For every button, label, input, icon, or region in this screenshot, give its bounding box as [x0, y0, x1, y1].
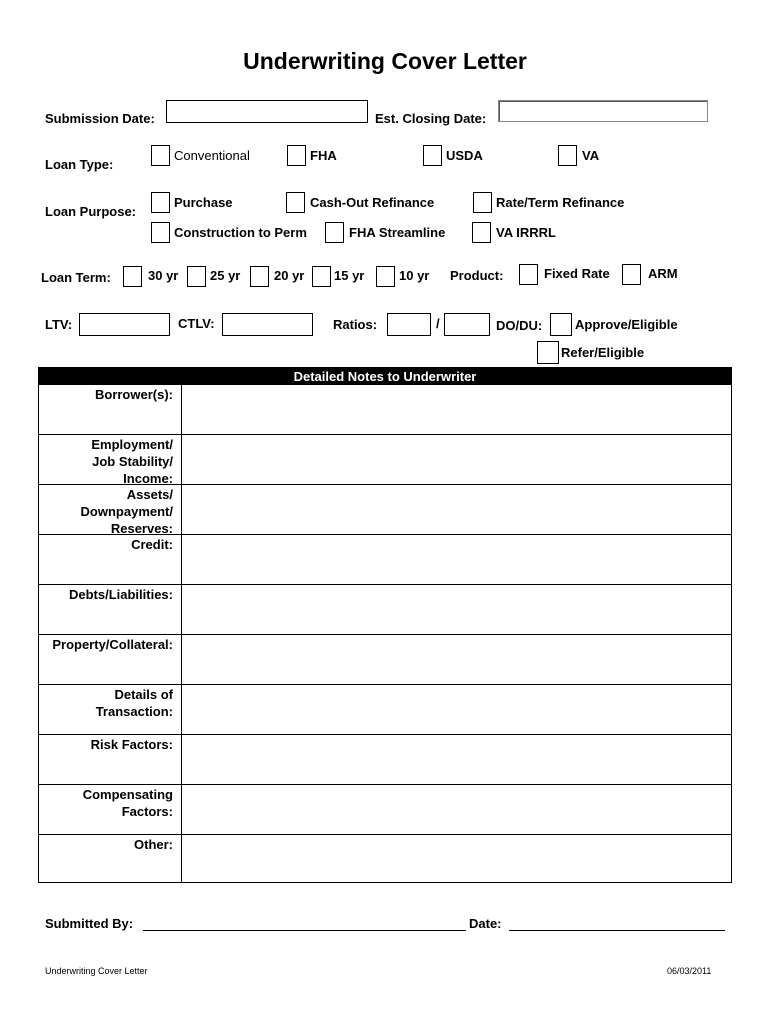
notes-row	[39, 685, 731, 735]
loan-type-fha-label: FHA	[310, 148, 337, 163]
notes-row-label: Other:	[134, 837, 173, 852]
notes-row	[39, 535, 731, 585]
signature-date-line[interactable]	[509, 930, 725, 931]
notes-row-label: Risk Factors:	[90, 737, 173, 752]
loan-term-25-label: 25 yr	[210, 268, 241, 283]
est-closing-date-label: Est. Closing Date:	[375, 111, 487, 126]
do-du-approve-checkbox[interactable]	[550, 313, 572, 336]
loan-term-25-checkbox[interactable]	[187, 266, 206, 287]
notes-row-input[interactable]	[182, 685, 731, 734]
notes-row	[39, 635, 731, 685]
product-fixed-rate-label: Fixed Rate	[544, 266, 610, 281]
loan-term-15-checkbox[interactable]	[312, 266, 331, 287]
loan-purpose-construction-checkbox[interactable]	[151, 222, 170, 243]
notes-row-label: Borrower(s):	[94, 387, 173, 402]
notes-row	[39, 735, 731, 785]
loan-term-30-checkbox[interactable]	[123, 266, 142, 287]
notes-row-input[interactable]	[182, 785, 731, 834]
notes-row-input[interactable]	[182, 485, 731, 534]
product-label: Product:	[450, 268, 504, 283]
notes-row-input[interactable]	[182, 385, 731, 434]
loan-purpose-va-irrrl-label: VA IRRRL	[496, 225, 556, 240]
ltv-field[interactable]	[79, 313, 170, 336]
notes-row	[39, 835, 731, 885]
ratios-back-field[interactable]	[444, 313, 490, 336]
loan-purpose-purchase-label: Purchase	[174, 195, 233, 210]
ctlv-label: CTLV:	[178, 316, 215, 331]
loan-purpose-label: Loan Purpose:	[45, 204, 137, 219]
do-du-approve-label: Approve/Eligible	[575, 317, 678, 332]
loan-purpose-cash-out-label: Cash-Out Refinance	[310, 195, 435, 210]
notes-row-input[interactable]	[182, 735, 731, 784]
notes-row	[39, 485, 731, 535]
notes-row-label: Employment/ Job Stability/ Income:	[91, 437, 173, 486]
ltv-label: LTV:	[45, 317, 73, 332]
notes-row	[39, 435, 731, 485]
ctlv-field[interactable]	[222, 313, 313, 336]
loan-purpose-rate-term-checkbox[interactable]	[473, 192, 492, 213]
loan-term-10-label: 10 yr	[399, 268, 430, 283]
ratios-front-field[interactable]	[387, 313, 431, 336]
do-du-label: DO/DU:	[496, 318, 543, 333]
notes-table	[38, 367, 732, 883]
loan-type-usda-label: USDA	[446, 148, 483, 163]
submitted-by-line[interactable]	[143, 930, 466, 931]
footer-revision-date: 06/03/2011	[667, 966, 712, 976]
submission-date-label: Submission Date:	[45, 111, 155, 126]
product-arm-checkbox[interactable]	[622, 264, 641, 285]
product-fixed-rate-checkbox[interactable]	[519, 264, 538, 285]
submitted-by-label: Submitted By:	[45, 916, 134, 931]
ratios-separator: /	[436, 316, 440, 331]
notes-row-input[interactable]	[182, 835, 731, 884]
notes-row-label: Compensating Factors:	[82, 787, 173, 819]
notes-row	[39, 785, 731, 835]
footer-form-name: Underwriting Cover Letter	[45, 966, 148, 976]
loan-term-15-label: 15 yr	[334, 268, 365, 283]
loan-type-conventional-label: Conventional	[174, 148, 250, 163]
submission-date-field[interactable]	[166, 100, 368, 123]
est-closing-date-field[interactable]	[498, 100, 708, 122]
loan-type-usda-checkbox[interactable]	[423, 145, 442, 166]
notes-row-input[interactable]	[182, 535, 731, 584]
loan-purpose-rate-term-label: Rate/Term Refinance	[496, 195, 625, 210]
notes-heading: Detailed Notes to Underwriter	[39, 368, 731, 385]
ratios-label: Ratios:	[333, 317, 378, 332]
loan-term-20-label: 20 yr	[274, 268, 305, 283]
loan-type-fha-checkbox[interactable]	[287, 145, 306, 166]
notes-row-label: Property/Collateral:	[52, 637, 173, 652]
product-arm-label: ARM	[648, 266, 678, 281]
loan-type-conventional-checkbox[interactable]	[151, 145, 170, 166]
loan-purpose-cash-out-checkbox[interactable]	[286, 192, 305, 213]
notes-row	[39, 585, 731, 635]
do-du-refer-checkbox[interactable]	[537, 341, 559, 364]
notes-row-input[interactable]	[182, 435, 731, 484]
notes-row-input[interactable]	[182, 585, 731, 634]
notes-row-label: Debts/Liabilities:	[68, 587, 173, 602]
notes-row	[39, 385, 731, 435]
signature-date-label: Date:	[469, 916, 502, 931]
loan-term-10-checkbox[interactable]	[376, 266, 395, 287]
notes-row-label: Assets/ Downpayment/ Reserves:	[80, 487, 173, 536]
notes-row-input[interactable]	[182, 635, 731, 684]
document-title: Underwriting Cover Letter	[243, 48, 527, 74]
loan-purpose-fha-streamline-checkbox[interactable]	[325, 222, 344, 243]
loan-purpose-purchase-checkbox[interactable]	[151, 192, 170, 213]
do-du-refer-label: Refer/Eligible	[561, 345, 645, 360]
loan-type-va-checkbox[interactable]	[558, 145, 577, 166]
loan-term-30-label: 30 yr	[148, 268, 179, 283]
loan-term-20-checkbox[interactable]	[250, 266, 269, 287]
loan-purpose-fha-streamline-label: FHA Streamline	[349, 225, 446, 240]
notes-row-label: Credit:	[131, 537, 173, 552]
loan-type-label: Loan Type:	[45, 157, 114, 172]
loan-purpose-construction-label: Construction to Perm	[174, 225, 307, 240]
loan-type-va-label: VA	[582, 148, 600, 163]
notes-row-label: Details of Transaction:	[95, 687, 173, 719]
loan-term-label: Loan Term:	[41, 270, 111, 285]
loan-purpose-va-irrrl-checkbox[interactable]	[472, 222, 491, 243]
